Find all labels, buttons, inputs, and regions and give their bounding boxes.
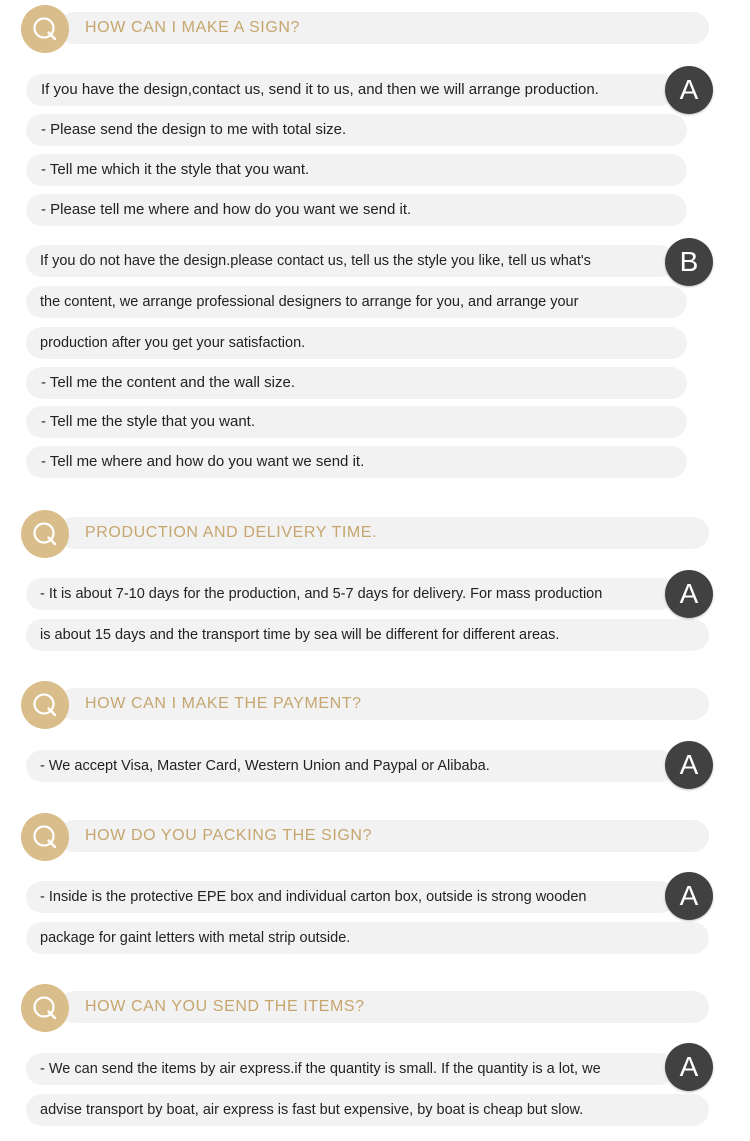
answer-line: - Please tell me where and how do you want we send it.	[26, 194, 687, 226]
question-title: HOW CAN YOU SEND THE ITEMS?	[58, 991, 709, 1023]
answer-a-badge: A	[665, 66, 713, 114]
answer-a-badge: A	[665, 1043, 713, 1091]
q-icon	[21, 681, 69, 729]
answer-line: - It is about 7-10 days for the production, and 5-7 days for delivery. For mass production	[26, 578, 676, 610]
answer-line: - Tell me the content and the wall size.	[26, 367, 687, 399]
answer-line: - Inside is the protective EPE box and individual carton box, outside is strong wooden	[26, 881, 676, 913]
answer-a-badge: A	[665, 872, 713, 920]
q-icon	[21, 813, 69, 861]
answer-line: production after you get your satisfaction.	[26, 327, 687, 359]
answer-line: - Please send the design to me with total size.	[26, 114, 687, 146]
answer-b-badge: B	[665, 238, 713, 286]
question-title: HOW CAN I MAKE THE PAYMENT?	[58, 688, 709, 720]
answer-line: If you do not have the design.please contact us, tell us the style you like, tell us what's	[26, 245, 676, 277]
answer-line: package for gaint letters with metal strip outside.	[26, 922, 709, 954]
question-title: HOW CAN I MAKE A SIGN?	[58, 12, 709, 44]
answer-line: the content, we arrange professional designers to arrange for you, and arrange your	[26, 286, 687, 318]
answer-line: If you have the design,contact us, send it to us, and then we will arrange production.	[26, 74, 676, 106]
q-icon	[21, 984, 69, 1032]
answer-a-badge: A	[665, 570, 713, 618]
question-title: PRODUCTION AND DELIVERY TIME.	[58, 517, 709, 549]
answer-line: advise transport by boat, air express is fast but expensive, by boat is cheap but slow.	[26, 1094, 709, 1126]
answer-line: - Tell me which it the style that you want.	[26, 154, 687, 186]
q-icon	[21, 5, 69, 53]
answer-line: is about 15 days and the transport time by sea will be different for different areas.	[26, 619, 709, 651]
question-title: HOW DO YOU PACKING THE SIGN?	[58, 820, 709, 852]
answer-line: - We accept Visa, Master Card, Western Union and Paypal or Alibaba.	[26, 750, 676, 782]
answer-line: - Tell me where and how do you want we send it.	[26, 446, 687, 478]
answer-a-badge: A	[665, 741, 713, 789]
q-icon	[21, 510, 69, 558]
answer-line: - Tell me the style that you want.	[26, 406, 687, 438]
answer-line: - We can send the items by air express.if the quantity is small. If the quantity is a lot, we	[26, 1053, 676, 1085]
